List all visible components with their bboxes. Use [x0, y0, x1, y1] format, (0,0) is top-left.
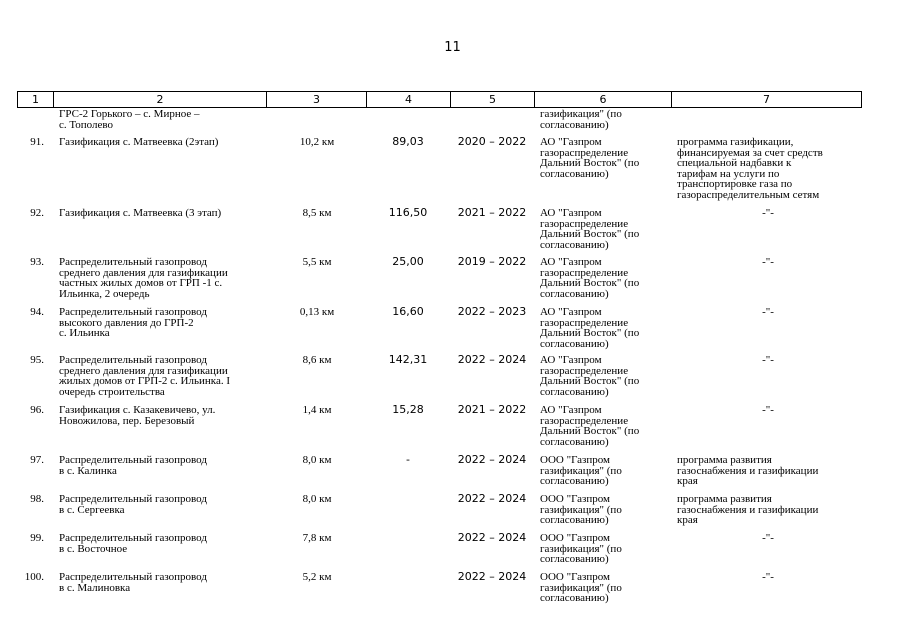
- row-number: 99.: [30, 532, 44, 544]
- executor: АО "Газпром газораспределение Дальний Восток" (по согласованию): [540, 354, 640, 398]
- row-number: 96.: [30, 404, 44, 416]
- length: 1,4 км: [302, 404, 332, 416]
- executor: АО "Газпром газораспределение Дальний Восток" (по согласованию): [540, 306, 640, 350]
- cost: 89,03: [392, 135, 424, 148]
- period: 2022 – 2023: [457, 305, 527, 318]
- row-number: 95.: [30, 354, 44, 366]
- cost: -: [406, 453, 410, 466]
- object-name: Газификация с. Казакевичево, ул. Новожилова, пер. Березовый: [59, 404, 216, 427]
- length: 5,5 км: [302, 256, 332, 268]
- cost: 25,00: [392, 255, 424, 268]
- length: 8,0 км: [302, 493, 332, 505]
- object-name: ГРС-2 Горького – с. Мирное – с. Тополево: [59, 108, 200, 131]
- header-col-7: 7: [763, 93, 770, 106]
- cost: 16,60: [392, 305, 424, 318]
- cost: 142,31: [388, 353, 428, 366]
- length: 5,2 км: [302, 571, 332, 583]
- executor: ООО "Газпром газификация" (по согласованию): [540, 571, 622, 604]
- note: программа газификации, финансируемая за счет средств специальной надбавки к тарифам на услуги по транспортировке газа по газораспределительным сетям: [677, 136, 823, 201]
- cost: 116,50: [388, 206, 428, 219]
- executor: АО "Газпром газораспределение Дальний Восток" (по согласованию): [540, 256, 640, 300]
- note: -"-: [762, 256, 774, 268]
- object-name: Распределительный газопровод высокого давления до ГРП-2 с. Ильинка: [59, 306, 207, 339]
- executor: АО "Газпром газораспределение Дальний Восток" (по согласованию): [540, 404, 640, 448]
- period: 2022 – 2024: [457, 453, 527, 466]
- object-name: Распределительный газопровод среднего давления для газификации частных жилых домов от ГРП -1 с. Ильинка, 2 очередь: [59, 256, 228, 300]
- period: 2021 – 2022: [457, 206, 527, 219]
- note: -"-: [762, 306, 774, 318]
- period: 2022 – 2024: [457, 570, 527, 583]
- object-name: Распределительный газопровод в с. Восточное: [59, 532, 207, 555]
- object-name: Распределительный газопровод в с. Калинка: [59, 454, 207, 477]
- length: 8,6 км: [302, 354, 332, 366]
- header-col-3: 3: [267, 92, 367, 107]
- length: 10,2 км: [299, 136, 335, 148]
- object-name: Газификация с. Матвеевка (2этап): [59, 136, 219, 148]
- row-number: 93.: [30, 256, 44, 268]
- note: -"-: [762, 571, 774, 583]
- note: программа развития газоснабжения и газификации края: [677, 454, 819, 487]
- object-name: Распределительный газопровод в с. Сергеевка: [59, 493, 207, 516]
- row-number: 94.: [30, 306, 44, 318]
- object-name: Газификация с. Матвеевка (3 этап): [59, 207, 222, 219]
- length: 8,0 км: [302, 454, 332, 466]
- executor: газификация" (по согласованию): [540, 108, 622, 131]
- header-col-5: 5: [451, 92, 535, 107]
- period: 2021 – 2022: [457, 403, 527, 416]
- page-number: 11: [444, 40, 461, 55]
- executor: АО "Газпром газораспределение Дальний Восток" (по согласованию): [540, 136, 640, 180]
- header-col-2: 2: [54, 92, 267, 107]
- period: 2022 – 2024: [457, 492, 527, 505]
- cost: 15,28: [392, 403, 424, 416]
- row-number: 91.: [30, 136, 44, 148]
- header-col-4: 4: [367, 92, 451, 107]
- row-number: 100.: [24, 571, 44, 583]
- row-number: 97.: [30, 454, 44, 466]
- header-col-1: 1: [18, 92, 54, 107]
- note: -"-: [762, 207, 774, 219]
- length: 7,8 км: [302, 532, 332, 544]
- period: 2020 – 2022: [457, 135, 527, 148]
- executor: ООО "Газпром газификация" (по согласованию): [540, 532, 622, 565]
- period: 2022 – 2024: [457, 353, 527, 366]
- executor: ООО "Газпром газификация" (по согласованию): [540, 493, 622, 526]
- object-name: Распределительный газопровод среднего давления для газификации жилых домов от ГРП-2 с. Ильинка. I очередь строительства: [59, 354, 230, 398]
- header-col-6: 6: [535, 92, 672, 107]
- note: -"-: [762, 532, 774, 544]
- object-name: Распределительный газопровод в с. Малиновка: [59, 571, 207, 594]
- executor: ООО "Газпром газификация" (по согласованию): [540, 454, 622, 487]
- row-number: 98.: [30, 493, 44, 505]
- length: 8,5 км: [302, 207, 332, 219]
- note: программа развития газоснабжения и газификации края: [677, 493, 819, 526]
- row-number: 92.: [30, 207, 44, 219]
- length: 0,13 км: [299, 306, 335, 318]
- note: -"-: [762, 354, 774, 366]
- executor: АО "Газпром газораспределение Дальний Восток" (по согласованию): [540, 207, 640, 251]
- period: 2019 – 2022: [457, 255, 527, 268]
- table-header: [17, 91, 862, 108]
- note: -"-: [762, 404, 774, 416]
- period: 2022 – 2024: [457, 531, 527, 544]
